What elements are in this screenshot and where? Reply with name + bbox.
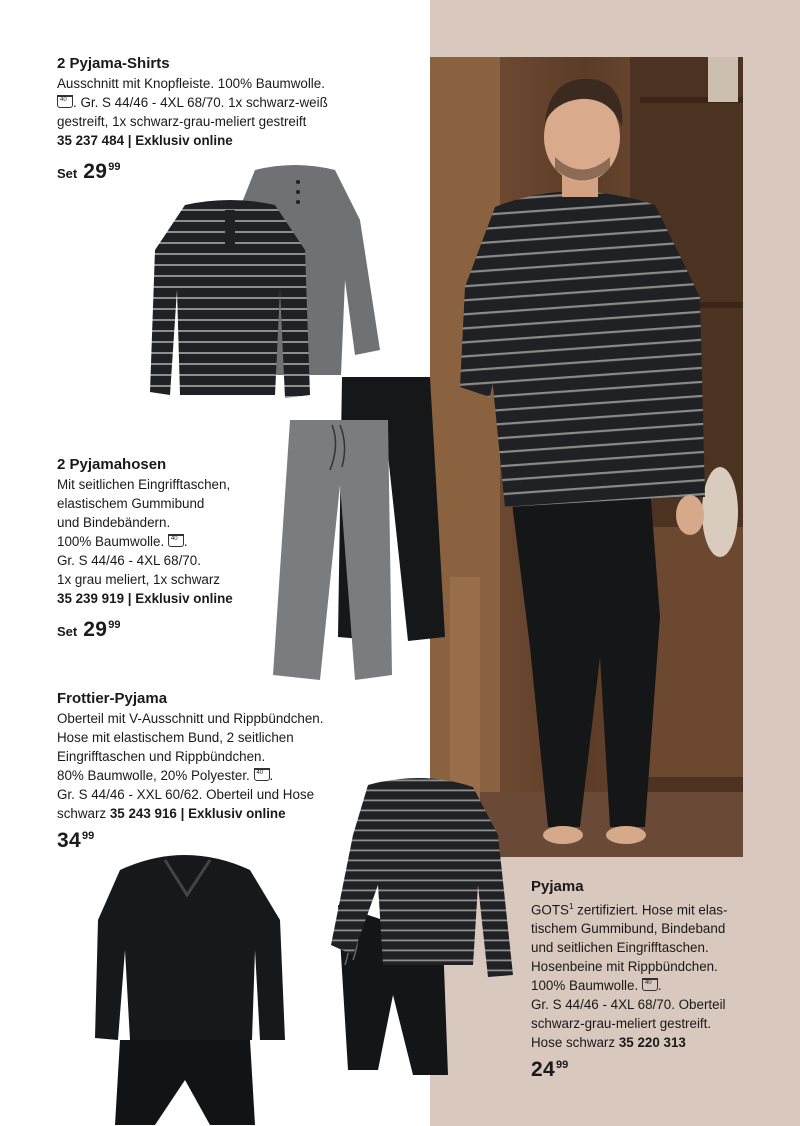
price-cents: 99 — [81, 830, 95, 842]
product-description-line: Hose mit elastischem Bund, 2 seitlichen — [57, 730, 294, 745]
product-title: 2 Pyjama-Shirts — [57, 55, 170, 72]
product-description-line: zertifiziert. Hose mit elas- — [573, 902, 728, 918]
pyjama-shirts-image — [145, 160, 385, 400]
product-description-line: elastischem Gummibund — [57, 496, 205, 511]
price-cents: 99 — [108, 161, 121, 173]
product-description-line: . — [657, 978, 662, 994]
product-description-line: GOTS — [531, 902, 569, 918]
product-description-line: . — [269, 768, 274, 783]
product-description-line: 100% Baumwolle. — [57, 534, 165, 549]
footnote-marker: 1 — [568, 902, 574, 911]
product-description-line: 80% Baumwolle, 20% Polyester. — [57, 768, 250, 783]
washing-40-icon — [642, 978, 658, 991]
product-description-line: schwarz — [57, 806, 107, 821]
article-number: 35 220 313 — [618, 1035, 686, 1051]
product-description-line: Gr. S 44/46 - XXL 60/62. Oberteil und Hose — [57, 787, 315, 802]
product-description-line: und seitlichen Eingrifftaschen. — [531, 940, 709, 956]
price-main: 34 — [57, 829, 81, 852]
product-title: Frottier-Pyjama — [57, 690, 168, 707]
price-cents: 99 — [108, 619, 121, 631]
product-description-line: Mit seitlichen Eingrifftaschen, — [57, 477, 231, 492]
product-description-line: Oberteil mit V-Ausschnitt und Rippbündchen. — [57, 711, 324, 726]
article-number: 35 237 484 | Exklusiv online — [57, 133, 233, 148]
model-photo — [430, 57, 743, 857]
price-main: 29 — [83, 160, 108, 183]
price-cents: 99 — [555, 1059, 569, 1072]
pyjama-image — [323, 775, 528, 1075]
price-main: 29 — [83, 618, 108, 641]
article-number: 35 243 916 | Exklusiv online — [109, 806, 286, 821]
price — [531, 1056, 781, 1081]
model-photo-illustration — [430, 57, 743, 857]
product-description-line: . Gr. S 44/46 - 4XL 68/70. 1x schwarz-weiß — [73, 95, 328, 110]
product-description-line: Hose schwarz — [531, 1035, 616, 1051]
product-block-pyjamahosen — [57, 455, 287, 641]
product-description-line: 100% Baumwolle. — [531, 978, 639, 994]
price-prefix: Set — [57, 624, 78, 639]
washing-40-icon — [57, 95, 73, 108]
product-description-line: Ausschnitt mit Knopfleiste. 100% Baumwolle. — [57, 76, 325, 91]
product-block-pyjama — [531, 877, 781, 1081]
article-number: 35 239 919 | Exklusiv online — [57, 591, 233, 606]
product-description-line: 1x grau meliert, 1x schwarz — [57, 572, 220, 587]
product-description-line: . — [183, 534, 188, 549]
product-description-line: tischem Gummibund, Bindeband — [531, 921, 726, 937]
product-description-line: Hosenbeine mit Rippbündchen. — [531, 959, 718, 975]
product-description-line: gestreift, 1x schwarz-grau-meliert gestreift — [57, 114, 307, 129]
product-description-line: Gr. S 44/46 - 4XL 68/70. Oberteil — [531, 997, 726, 1013]
product-description-line: Gr. S 44/46 - 4XL 68/70. — [57, 553, 201, 568]
frottier-pyjama-image — [90, 840, 290, 1125]
product-description-line: Eingrifftaschen und Rippbündchen. — [57, 749, 266, 764]
product-title: Pyjama — [531, 878, 584, 895]
washing-40-icon — [254, 768, 270, 781]
product-title: 2 Pyjamahosen — [57, 456, 167, 473]
washing-40-icon — [168, 534, 184, 547]
product-description-line: schwarz-grau-meliert gestreift. — [531, 1016, 712, 1032]
product-description-line: und Bindebändern. — [57, 515, 171, 530]
pyjamahosen-image — [270, 375, 455, 685]
price-main: 24 — [531, 1058, 555, 1082]
price — [57, 616, 287, 641]
price-prefix: Set — [57, 166, 78, 181]
